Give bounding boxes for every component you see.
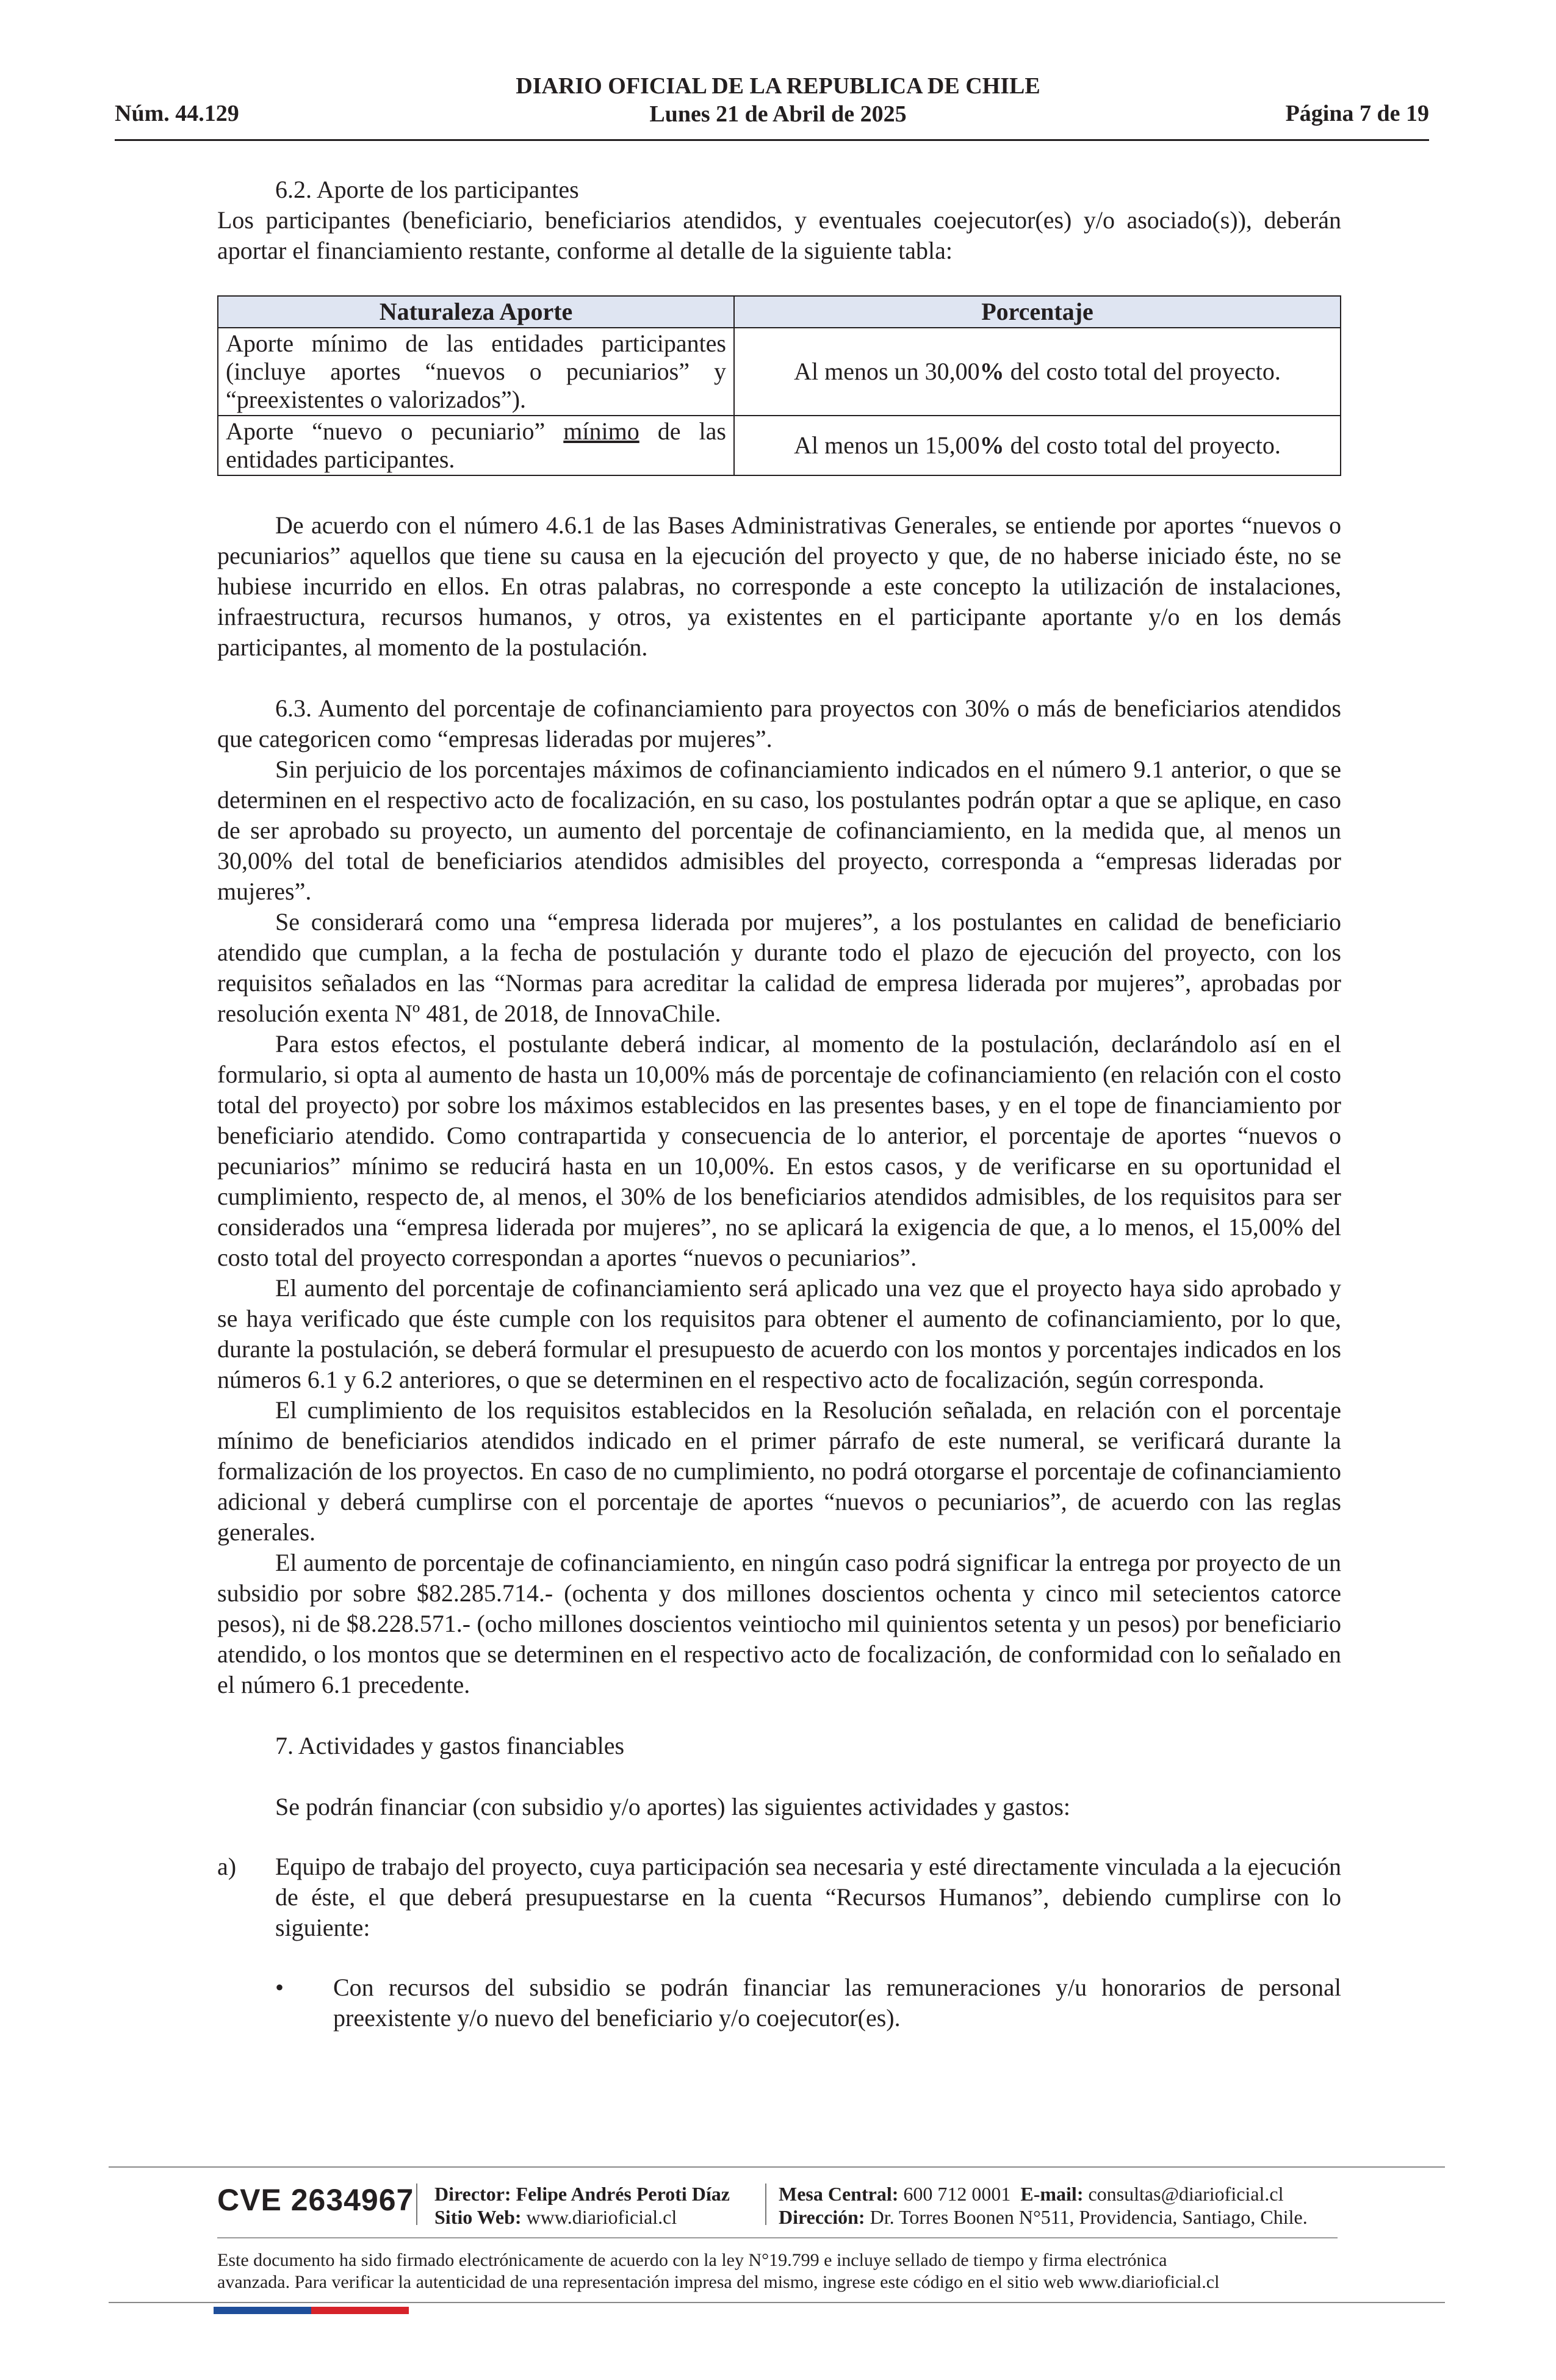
paragraph-porcentajes: Sin perjuicio de los porcentajes máximos de cofinanciamiento indicados en el número 9.1 anterior, o que se determinen en el respectivo acto de focalización, en su caso, los postulantes podrán optar a que se aplique, en caso de ser aprobado su proyecto, un aumento del porcentaje de cofinanciamiento, en la medida que, al menos un 30,00% del total de beneficiarios atendidos admisibles del proyecto, corresponda a “empresas lideradas por mujeres”. xyxy=(217,755,1341,905)
paragraph-financiar: Se podrán financiar (con subsidio y/o aportes) las siguientes actividades y gastos: xyxy=(275,1793,1071,1820)
pct-text: Al menos un 30,00 xyxy=(794,358,980,385)
mesa-label: Mesa Central: xyxy=(779,2183,899,2205)
bullet-item xyxy=(217,1972,1341,2033)
table-row xyxy=(218,328,1341,416)
masthead-date: Lunes 21 de Abril de 2025 xyxy=(649,101,907,127)
footer-director xyxy=(434,2182,730,2205)
legal-line-2: avanzada. Para verificar la autenticidad de una representación impresa del mismo, ingrese este código en el sitio web www.diarioficial.cl xyxy=(217,2272,1220,2292)
list-item-text: Equipo de trabajo del proyecto, cuya participación sea necesaria y esté directamente vinculada a la ejecución de éste, el que deberá presupuestarse en la cuenta “Recursos Humanos”, debiendo cumplirse con lo siguiente: xyxy=(275,1853,1341,1941)
director-label: Director: xyxy=(434,2183,511,2205)
section-heading-6-2: 6.2. Aporte de los participantes xyxy=(275,176,579,203)
pct-symbol: % xyxy=(979,358,1004,385)
table-cell-percentage xyxy=(734,328,1341,416)
page-number: Página 7 de 19 xyxy=(1285,101,1429,126)
paragraph-tope-subsidio: El aumento de porcentaje de cofinanciamiento, en ningún caso podrá significar la entrega por proyecto de un subsidio por sobre $82.285.714.- (ochenta y dos millones doscientos ochenta y cinco mil setecientos catorce pesos), ni de $8.228.571.- (ocho millones doscientos veintiocho mil quinientos setenta y un pesos) por beneficiario atendido, o los montos que se determinen en el respectivo acto de focalización, de conformidad con lo señalado en el número 6.1 precedente. xyxy=(217,1549,1341,1698)
table-cell-percentage xyxy=(734,416,1341,475)
paragraph-empresa-liderada: Se considerará como una “empresa liderada por mujeres”, a los postulantes en calidad de beneficiario atendido que cumplan, a la fecha de postulación y durante todo el plazo de ejecución del proyecto, con los requisitos señalados en las “Normas para acreditar la calidad de empresa liderada por mujeres”, aprobadas por resolución exenta Nº 481, de 2018, de InnovaChile. xyxy=(217,908,1341,1027)
website-link[interactable]: www.diarioficial.cl xyxy=(526,2206,677,2228)
footer-website xyxy=(434,2205,730,2229)
aporte-table xyxy=(217,295,1341,476)
web-label: Sitio Web: xyxy=(434,2206,522,2228)
nature-underlined: mínimo xyxy=(563,417,639,445)
footer-director-block xyxy=(434,2182,730,2229)
table-header-naturaleza: Naturaleza Aporte xyxy=(218,296,734,328)
issue-number: Núm. 44.129 xyxy=(115,101,239,126)
pct-text-tail: del costo total del proyecto. xyxy=(1004,358,1281,385)
pct-text: Al menos un 15,00 xyxy=(794,431,980,459)
address-text: Dr. Torres Boonen N°511, Providencia, Santiago, Chile. xyxy=(870,2206,1308,2228)
phone-number: 600 712 0001 xyxy=(903,2183,1011,2205)
table-header-row xyxy=(218,296,1341,328)
section-6-2-intro: Los participantes (beneficiario, beneficiarios atendidos, y eventuales coejecutor(es) y/o asociado(s)), deberán aportar el financiamiento restante, conforme al detalle de la siguiente tabla: xyxy=(217,206,1341,264)
footer-divider-mid xyxy=(217,2237,1338,2238)
table-cell-nature: Aporte mínimo de las entidades participantes (incluye aportes “nuevos o pecuniarios” y “preexistentes o valorizados”). xyxy=(218,328,734,416)
section-heading-6-3: 6.3. Aumento del porcentaje de cofinanciamiento para proyectos con 30% o más de beneficiarios atendidos que categoricen como “empresas lideradas por mujeres”. xyxy=(217,694,1341,752)
footer-divider-bottom xyxy=(109,2302,1445,2303)
footer-separator xyxy=(765,2183,766,2225)
address-label: Dirección: xyxy=(779,2206,865,2228)
director-name: Felipe Andrés Peroti Díaz xyxy=(516,2183,730,2205)
header-divider xyxy=(115,139,1429,141)
flag-stripe-blue xyxy=(214,2307,311,2314)
paragraph-cumplimiento: El cumplimiento de los requisitos establecidos en la Resolución señalada, en relación con el porcentaje mínimo de beneficiarios atendidos indicado en el primer párrafo de este numeral, se verificará durante la formalización de los proyectos. En caso de no cumplimiento, no podrá otorgarse el porcentaje de cofinanciamiento adicional y deberá cumplirse con el porcentaje de aportes “nuevos o pecuniarios”, de acuerdo con las reglas generales. xyxy=(217,1396,1341,1546)
list-label: a) xyxy=(217,1853,237,1880)
nature-text-tail: de las entidades participantes. xyxy=(226,417,726,473)
legal-line-1: Este documento ha sido firmado electrónicamente de acuerdo con la ley N°19.799 e incluye sellado de tiempo y firma electrónica xyxy=(217,2250,1167,2270)
bullet-item-text: Con recursos del subsidio se podrán financiar las remuneraciones y/u honorarios de personal preexistente y/o nuevo del beneficiario y/o coejecutor(es). xyxy=(333,1974,1341,2032)
table-cell-nature xyxy=(218,416,734,475)
table-header-porcentaje: Porcentaje xyxy=(734,296,1341,328)
footer-address xyxy=(779,2205,1308,2229)
document-body xyxy=(217,175,1341,2033)
pct-text-tail: del costo total del proyecto. xyxy=(1004,431,1281,459)
flag-stripe-red xyxy=(311,2307,409,2314)
paragraph-efectos: Para estos efectos, el postulante deberá indicar, al momento de la postulación, declarándolo así en el formulario, si opta al aumento de hasta un 10,00% más de porcentaje de cofinanciamiento (en relación con el costo total del proyecto) por sobre los máximos establecidos en las presentes bases, y en el tope de financiamiento por beneficiario atendido. Como contrapartida y consecuencia de lo anterior, el porcentaje de aportes “nuevos o pecuniarios” mínimo se reducirá hasta en un 10,00%. En estos casos, y de verificarse en su oportunidad el cumplimiento, respecto de, al menos, el 30% de los beneficiarios atendidos admisibles, de los requisitos para ser considerados una “empresa liderada por mujeres”, no se aplicará la exigencia de que, a lo menos, el 15,00% del costo total del proyecto correspondan a aportes “nuevos o pecuniarios”. xyxy=(217,1030,1341,1271)
footer-divider-top xyxy=(109,2166,1445,2168)
table-row xyxy=(218,416,1341,475)
cve-code: CVE 2634967 xyxy=(217,2183,414,2217)
email-label: E-mail: xyxy=(1020,2183,1084,2205)
section-heading-7: 7. Actividades y gastos financiables xyxy=(275,1732,625,1759)
email-link[interactable]: consultas@diarioficial.cl xyxy=(1088,2183,1284,2205)
paragraph-aumento-aplicado: El aumento del porcentaje de cofinanciamiento será aplicado una vez que el proyecto haya sido aprobado y se haya verificado que éste cumple con los requisitos para obtener el aumento de cofinanciamiento, por lo que, durante la postulación, se deberá formular el presupuesto de acuerdo con los montos y porcentajes indicados en los números 6.1 y 6.2 anteriores, o que se determinen en el respectivo acto de focalización, según corresponda. xyxy=(217,1274,1341,1393)
pct-symbol: % xyxy=(979,431,1004,459)
bullet-icon: • xyxy=(275,1974,284,2001)
masthead-title: DIARIO OFICIAL DE LA REPUBLICA DE CHILE xyxy=(516,73,1040,99)
footer-separator xyxy=(416,2183,417,2225)
footer-phone-email xyxy=(779,2182,1308,2205)
legal-notice xyxy=(217,2249,1377,2293)
footer-contact-block xyxy=(779,2182,1308,2229)
list-item xyxy=(217,1852,1341,1943)
paragraph-aportes-nuevos: De acuerdo con el número 4.6.1 de las Bases Administrativas Generales, se entiende por aportes “nuevos o pecuniarios” aquellos que tiene su causa en la ejecución del proyecto y que, de no haberse iniciado éste, no se hubiese incurrido en ellos. En otras palabras, no corresponde a este concepto la utilización de instalaciones, infraestructura, recursos humanos, y otros, ya existentes en el participante aportante y/o en los demás participantes, al momento de la postulación. xyxy=(217,511,1341,661)
nature-text: Aporte “nuevo o pecuniario” xyxy=(226,417,564,445)
